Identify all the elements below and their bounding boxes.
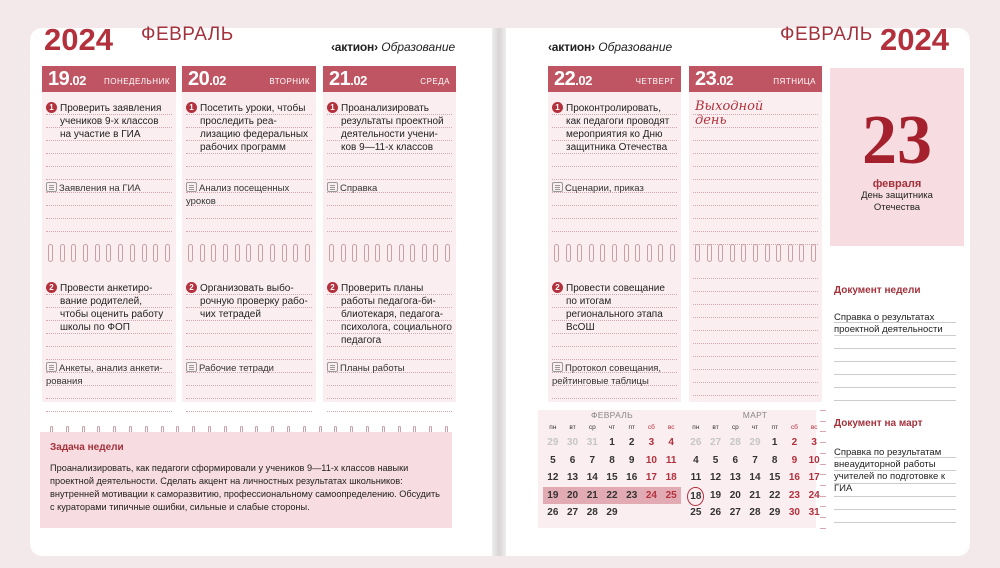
doc-march-text: Справка по результатам внеаудиторной работы учителей по подготовке к ГИА [834, 447, 946, 494]
document-icon [327, 362, 338, 372]
day-name: СРЕДА [420, 77, 450, 86]
calendar-day: 26 [690, 437, 702, 448]
calendar-day: 30 [788, 507, 800, 518]
weekday-label: пт [771, 424, 778, 431]
calendar-day: 29 [769, 507, 781, 518]
left-month: ФЕВРАЛЬ [141, 24, 234, 45]
task-item: 2 Провести анкетиро-вание родителей, чтобы оценить работу школы по ФОП [46, 282, 172, 334]
ring-binding [48, 244, 170, 262]
document-icon [46, 182, 57, 192]
calendar-day: 22 [769, 489, 781, 501]
weekday-label: пн [549, 424, 557, 431]
task-item: 1 Проконтролировать, как педагоги проводят мероприятия ко Дню защитника Отечества [552, 102, 677, 154]
day-header [182, 66, 316, 92]
calendar-day: 12 [547, 472, 559, 483]
doc-march-lines [834, 445, 956, 523]
calendar-day: 31 [808, 507, 820, 518]
calendar-day: 19 [543, 487, 563, 505]
document-icon [186, 182, 197, 192]
calendar-day: 11 [690, 472, 702, 483]
doc-week-title: Документ недели [834, 285, 921, 296]
task-week-title: Задача недели [50, 442, 124, 453]
calendar-day: 22 [602, 487, 622, 505]
calendar-day: 8 [771, 454, 778, 466]
calendar-day: 4 [693, 454, 699, 466]
task-number-2: 2 [46, 282, 57, 293]
calendar-february [543, 410, 681, 530]
calendar-day: 28 [586, 507, 598, 518]
calendar-day: 31 [586, 437, 598, 448]
day-header [42, 66, 176, 92]
calendar-day: 14 [586, 472, 598, 483]
task-item: 2 Провести совещание по итогам регионального этапа ВсОШ [552, 282, 677, 334]
task-number-2: 2 [186, 282, 197, 293]
calendar-day: 13 [567, 472, 579, 483]
doc-week-text: Справка о результатах проектной деятельности [834, 312, 943, 335]
calendar-day: 9 [791, 454, 798, 466]
doc-week-lines [834, 310, 956, 401]
ring-binding [329, 244, 450, 262]
task-number-1: 1 [46, 102, 57, 113]
task-number-1: 1 [552, 102, 563, 113]
doc-march-title: Документ на март [834, 418, 923, 429]
day-number: 22.02 [554, 67, 592, 90]
holiday-name: День защитника Отечества [861, 190, 933, 213]
calendar-day: 15 [606, 472, 618, 483]
day-header [548, 66, 681, 92]
calendar-day: 27 [729, 507, 741, 518]
calendar-day: 21 [749, 489, 761, 501]
calendar-day: 5 [712, 454, 719, 466]
calendar-day: 11 [665, 454, 677, 466]
task-item: 1 Проверить заявления учеников 9-х классов на участие в ГИА [46, 102, 172, 141]
calendar-day: 6 [569, 454, 576, 466]
calendar-day: 29 [749, 437, 761, 448]
calendar-day: 14 [749, 472, 761, 483]
calendar-day: 27 [710, 437, 722, 448]
day-number: 20.02 [188, 67, 226, 90]
calendar-day: 23 [622, 487, 642, 505]
calendar-day: 15 [769, 472, 781, 483]
calendar-march [686, 410, 824, 530]
calendar-day: 19 [710, 489, 722, 501]
task-item: 2 Проверить планы работы педагога-би-блиотекаря, педагога-психолога, социального педагога [327, 282, 452, 347]
calendar-day: 10 [645, 454, 657, 466]
day-column [323, 66, 456, 402]
book-spine [492, 28, 506, 556]
task-number-2: 2 [552, 282, 563, 293]
document-note: Рабочие тетради [186, 362, 312, 375]
calendar-day: 7 [752, 454, 758, 466]
right-brand-logo: ‹актион› Образование [548, 40, 673, 54]
calendar-day: 16 [788, 472, 800, 483]
calendar-day: 28 [729, 437, 741, 448]
calendar-day: 25 [690, 507, 702, 518]
calendar-day: 1 [609, 437, 615, 448]
calendar-feb-title: ФЕВРАЛЬ [590, 410, 633, 420]
calendar-day [622, 504, 642, 522]
task-item: 2 Организовать выбо-рочную проверку рабо-чих тетрадей [186, 282, 312, 321]
calendar-day: 26 [547, 507, 559, 518]
calendar-day: 3 [648, 437, 655, 448]
left-brand-logo: ‹актион› Образование [331, 40, 456, 54]
calendar-day: 27 [567, 507, 579, 518]
document-note: Заявления на ГИА [46, 182, 172, 195]
weekday-label: сб [647, 424, 655, 431]
document-note: Планы работы [327, 362, 452, 375]
document-icon [327, 182, 338, 192]
document-icon [552, 182, 563, 192]
document-icon [552, 362, 563, 372]
weekday-label: вт [712, 424, 719, 431]
ring-binding [695, 244, 816, 262]
weekday-label: пт [628, 424, 635, 431]
day-column [182, 66, 316, 402]
calendar-day: 25 [661, 487, 681, 505]
holiday-month: февраля [872, 178, 922, 190]
calendar-day: 26 [710, 507, 722, 518]
document-icon [46, 362, 57, 372]
task-number-1: 1 [327, 102, 338, 113]
ring-binding [188, 244, 310, 262]
day-number: 21.02 [329, 67, 367, 90]
task-of-week [40, 432, 452, 528]
calendar-day: 5 [550, 454, 556, 466]
document-icon [186, 362, 197, 372]
calendar-day: 4 [668, 437, 674, 448]
calendar-day: 7 [589, 454, 596, 466]
calendar-day: 9 [628, 454, 635, 466]
day-column [548, 66, 681, 402]
calendar-day: 20 [563, 487, 583, 505]
calendar-day: 20 [729, 489, 741, 501]
weekday-label: вт [569, 424, 576, 431]
holiday-card [830, 68, 964, 246]
document-note: Протокол совещания, рейтинговые таблицы [552, 363, 662, 387]
document-note: Сценарии, приказ [552, 182, 677, 195]
calendar-day: 3 [811, 437, 817, 448]
calendar-day: 12 [710, 472, 722, 483]
day-number: 19.02 [48, 67, 86, 90]
day-header [689, 66, 822, 92]
weekday-label: чт [608, 424, 616, 431]
day-name: ВТОРНИК [269, 77, 310, 86]
left-year: 2024 [44, 22, 113, 57]
calendar-day: 29 [606, 507, 618, 518]
holiday-day-number: 23 [862, 102, 932, 179]
dayoff-label: Выходной день [695, 99, 764, 128]
task-item: 1 Посетить уроки, чтобы проследить реа-лизацию федеральных рабочих программ [186, 102, 312, 154]
calendar-day: 10 [808, 454, 820, 466]
calendar-day: 24 [642, 487, 662, 505]
calendar-day [661, 504, 681, 522]
document-note: Анкеты, анализ анкети-рования [46, 363, 163, 387]
day-name: ПЯТНИЦА [773, 77, 816, 86]
weekday-label: чт [751, 424, 759, 431]
calendar-mar-title: МАРТ [742, 410, 768, 420]
calendar-day: 18 [665, 472, 677, 483]
calendar-day: 24 [808, 489, 820, 501]
calendar-day: 13 [729, 472, 741, 483]
weekday-label: вс [810, 424, 818, 431]
weekday-label: пн [692, 424, 700, 431]
calendar-day: 1 [771, 437, 778, 448]
calendar-day: 23 [788, 489, 800, 501]
day-name: ПОНЕДЕЛЬНИК [103, 77, 170, 86]
task-item: 1 Проанализировать результаты проектной деятельности учени-ков 9—11-х классов [327, 102, 452, 154]
calendar-day: 18 [686, 487, 706, 505]
task-week-text: Проанализировать, как педагоги сформировали у учеников 9—11-х классов навыки проектной деятельности. Сделать акцент на личностных результатах школьников: внутренней мотивации к саморазвитию, профессиональному самоопределению. Обсудить с кураторами типичные ошибки, сильные и слабые стороны. [50, 463, 440, 512]
document-note: Анализ посещенных уроков [186, 183, 290, 207]
calendar-day: 17 [645, 472, 657, 483]
day-header [323, 66, 456, 92]
calendar-day: 28 [749, 507, 761, 518]
calendar-day: 29 [547, 437, 559, 448]
day-number: 23.02 [695, 67, 733, 90]
calendar-day: 21 [582, 487, 602, 505]
calendar-day: 30 [567, 437, 579, 448]
task-number-1: 1 [186, 102, 197, 113]
calendar-day [642, 504, 662, 522]
document-note: Справка [327, 182, 452, 195]
day-column [42, 66, 176, 402]
right-month: ФЕВРАЛЬ [780, 24, 873, 45]
weekday-label: ср [731, 424, 739, 431]
weekday-label: вс [667, 424, 675, 431]
calendar-day: 2 [628, 437, 635, 448]
calendar-day: 16 [626, 472, 638, 483]
calendar-day: 17 [808, 472, 820, 483]
calendar-day: 2 [791, 437, 798, 448]
weekday-label: ср [588, 424, 596, 431]
calendar-day: 8 [609, 454, 615, 466]
calendar-day: 6 [732, 454, 739, 466]
ring-binding [554, 244, 675, 262]
right-year: 2024 [880, 22, 949, 57]
day-name: ЧЕТВЕРГ [635, 77, 675, 86]
weekday-label: сб [790, 424, 798, 431]
task-number-2: 2 [327, 282, 338, 293]
